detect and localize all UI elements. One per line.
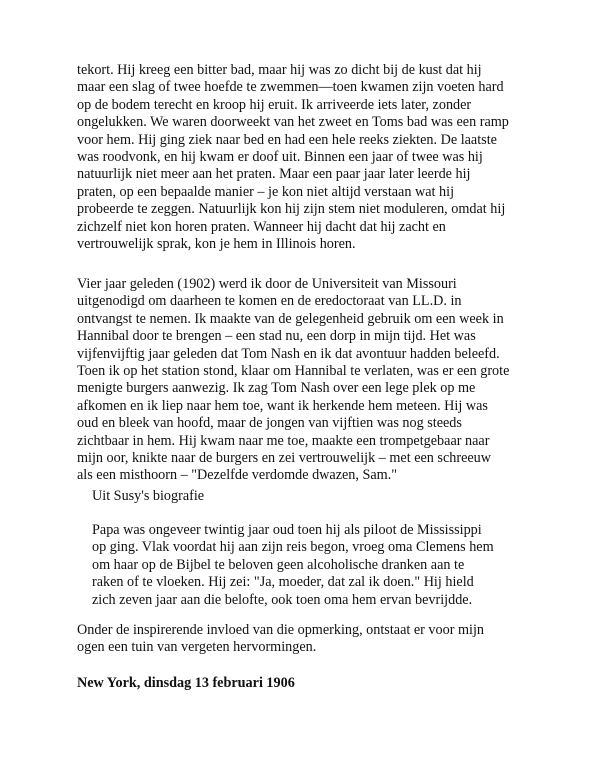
text-line: zichzelf niet kon horen praten. Wanneer hij dacht dat hij zacht en (77, 218, 446, 235)
text-line: uitgenodigd om daarheen te komen en de eredoctoraat van LL.D. in (77, 293, 462, 310)
text-line: ongelukken. We waren doorweekt van het zweet en Toms bad was een ramp (77, 114, 509, 131)
text-line: maar een slag of twee hoefde te zwemmen—toen kwamen zijn voeten hard (77, 79, 504, 96)
text-line: menigte burgers aanwezig. Ik zag Tom Nash over een lege plek op me (77, 380, 476, 397)
text-line: tekort. Hij kreeg een bitter bad, maar hij was zo dicht bij de kust dat hij (77, 62, 482, 78)
text-line: om haar op de Bijbel te beloven geen alcoholische dranken aan te (92, 556, 465, 573)
text-line: op de bodem terecht en kroop hij eruit. Ik arriveerde iets later, zonder (77, 96, 472, 113)
text-line: Toen ik op het station stond, klaar om Hannibal te verlaten, was er een grote (77, 363, 510, 380)
text-line: natuurlijk niet meer aan het praten. Maar een paar jaar later leerde hij (77, 166, 471, 183)
paragraph-reforms (77, 622, 537, 657)
quote-susy-biography (92, 522, 552, 609)
text-line: mijn oor, knikte naar de burgers en zei vertrouwelijk – met een schreeuw (77, 450, 492, 467)
text-line: oud en bleek van hoofd, maar de jongen van vijftien was nog steeds (77, 415, 462, 432)
section-heading-date: New York, dinsdag 13 februari 1906 (77, 675, 295, 691)
text-line: ontvangst te nemen. Ik maakte van de gelegenheid gebruik om een week in (77, 310, 504, 327)
text-line: praten, op een bepaalde manier – je kon niet altijd verstaan wat hij (77, 183, 455, 200)
text-line: voor hem. Hij ging ziek naar bed en had een hele reeks ziekten. De laatste (77, 131, 497, 148)
text-line: Vier jaar geleden (1902) werd ik door de Universiteit van Missouri (77, 276, 457, 292)
text-line: zich zeven jaar aan die belofte, ook toen oma hem ervan bevrijdde. (92, 591, 473, 608)
text-line: op ging. Vlak voordat hij aan zijn reis begon, vroeg oma Clemens hem (92, 539, 494, 556)
text-line: ogen een tuin van vergeten hervormingen. (77, 639, 317, 656)
text-line: probeerde te zeggen. Natuurlijk kon hij zijn stem niet moduleren, omdat hij (77, 201, 506, 218)
text-line: Onder de inspirerende invloed van die opmerking, ontstaat er voor mijn (77, 622, 484, 638)
text-line: afkomen en ik liep naar hem toe, want ik herkende hem meteen. Hij was (77, 397, 488, 414)
text-line: was roodvonk, en hij kwam er doof uit. Binnen een jaar of twee was hij (77, 149, 483, 166)
quote-title (92, 488, 552, 505)
text-line: vertrouwelijk sprak, kon je hem in Illinois horen. (77, 236, 356, 253)
text-line: Uit Susy's biografie (92, 488, 205, 504)
text-line: vijfenvijftig jaar geleden dat Tom Nash en ik dat avontuur hadden beleefd. (77, 345, 500, 362)
paragraph-hannibal-visit (77, 276, 537, 485)
paragraph-tom-nash-bath (77, 62, 537, 253)
text-line: zichtbaar in hem. Hij kwam naar me toe, maakte een trompetgebaar naar (77, 432, 490, 449)
text-line: raken of te vloeken. Hij zei: "Ja, moeder, dat zal ik doen." Hij hield (92, 574, 474, 591)
text-line: als een misthoorn – "Dezelfde verdomde dwazen, Sam." (77, 467, 398, 484)
text-line: Hannibal door te brengen – een stad nu, een dorp in mijn tijd. Het was (77, 328, 476, 345)
text-line: Papa was ongeveer twintig jaar oud toen hij als piloot de Mississippi (92, 522, 482, 538)
